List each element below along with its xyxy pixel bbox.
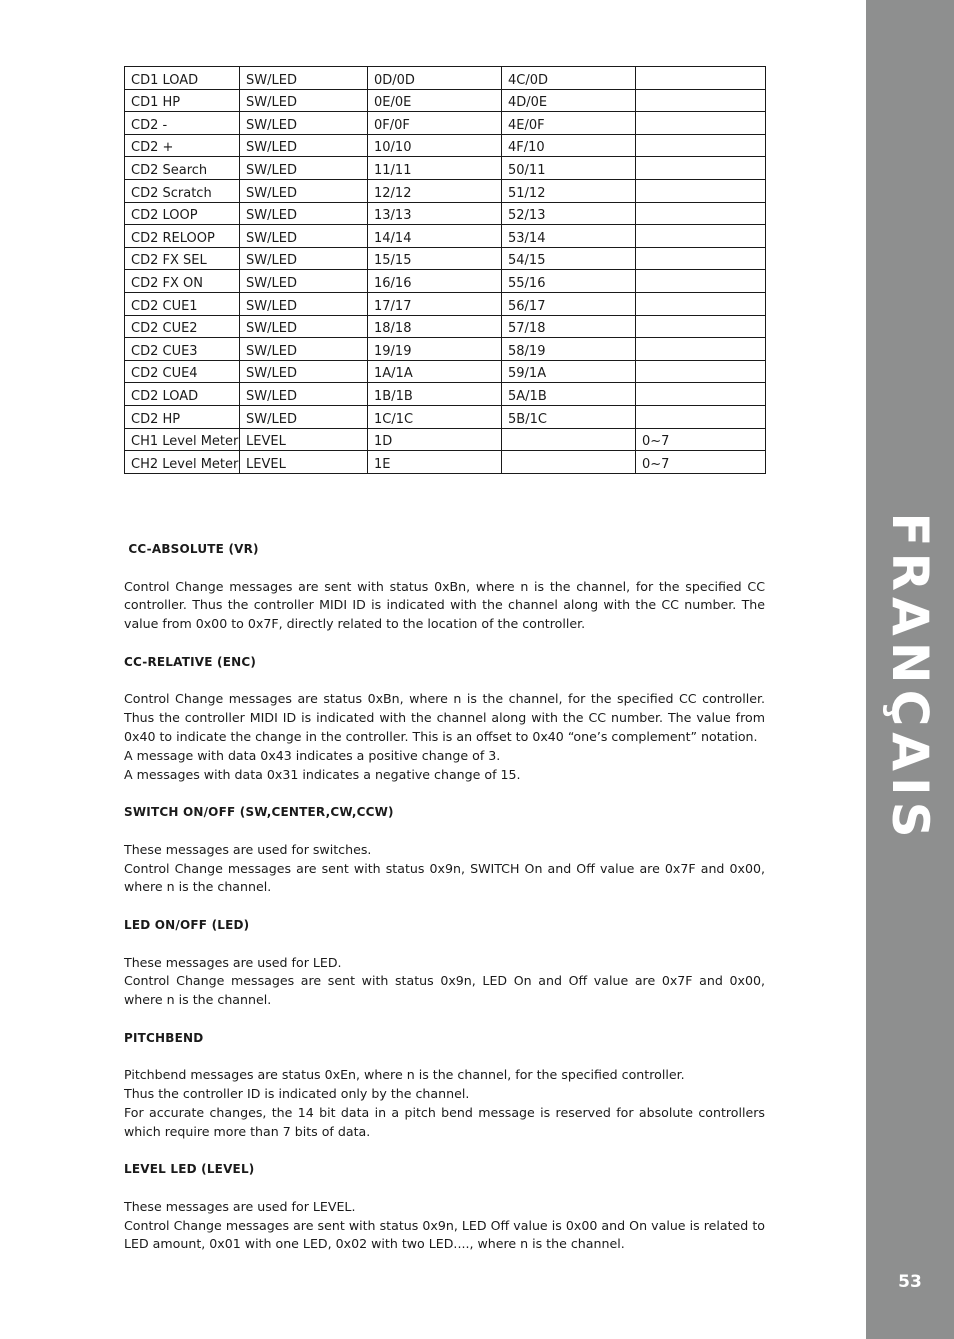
cell-midi-out: 4D/0E <box>502 89 636 112</box>
table-row <box>125 360 766 383</box>
cell-midi-in: 1C/1C <box>368 405 502 428</box>
cell-control-name: CD2 CUE3 <box>125 338 240 361</box>
cell-midi-in: 13/13 <box>368 202 502 225</box>
cell-control-name: CD2 CUE1 <box>125 292 240 315</box>
cell-control-type: SW/LED <box>240 67 368 90</box>
table-row <box>125 383 766 406</box>
cell-control-name: CD2 LOAD <box>125 383 240 406</box>
paragraph-line: These messages are used for switches. <box>124 841 372 857</box>
paragraph-line: For accurate changes, the 14 bit data in a pitch bend message is reserved for absolute controllers which require more than 7 bits of data. <box>124 1104 765 1139</box>
cell-control-name: CD2 + <box>125 134 240 157</box>
cell-midi-in: 14/14 <box>368 225 502 248</box>
table-row <box>125 67 766 90</box>
cell-midi-in: 19/19 <box>368 338 502 361</box>
cell-midi-in: 1A/1A <box>368 360 502 383</box>
cell-midi-out: 58/19 <box>502 338 636 361</box>
cell-midi-in: 0F/0F <box>368 112 502 135</box>
cell-control-type: SW/LED <box>240 112 368 135</box>
cell-midi-out: 54/15 <box>502 247 636 270</box>
cell-midi-in: 10/10 <box>368 134 502 157</box>
cell-value-range <box>636 247 766 270</box>
cell-control-name: CD2 FX ON <box>125 270 240 293</box>
cell-control-type: SW/LED <box>240 383 368 406</box>
cell-midi-in: 0E/0E <box>368 89 502 112</box>
table-row <box>125 134 766 157</box>
cell-control-name: CD2 LOOP <box>125 202 240 225</box>
section-heading: LED ON/OFF (LED) <box>124 917 250 932</box>
cell-midi-out: 57/18 <box>502 315 636 338</box>
cell-control-name: CD2 RELOOP <box>125 225 240 248</box>
cell-value-range <box>636 112 766 135</box>
cell-midi-out: 56/17 <box>502 292 636 315</box>
table-row <box>125 225 766 248</box>
cell-value-range <box>636 383 766 406</box>
cell-midi-in: 1D <box>368 428 502 451</box>
cell-midi-out: 4F/10 <box>502 134 636 157</box>
cell-control-type: SW/LED <box>240 360 368 383</box>
cell-control-type: SW/LED <box>240 157 368 180</box>
cell-control-name: CH1 Level Meter <box>125 428 240 451</box>
cell-midi-in: 15/15 <box>368 247 502 270</box>
cell-control-name: CH2 Level Meter <box>125 451 240 474</box>
paragraph-line: Control Change messages are sent with status 0x9n, SWITCH On and Off value are 0x7F and 0x00, where n is the channel. <box>124 860 765 895</box>
cell-control-type: SW/LED <box>240 270 368 293</box>
cell-value-range <box>636 67 766 90</box>
cell-control-name: CD1 HP <box>125 89 240 112</box>
section-paragraph <box>124 1198 765 1254</box>
cell-midi-out <box>502 428 636 451</box>
cell-control-type: LEVEL <box>240 428 368 451</box>
cell-value-range <box>636 225 766 248</box>
table-row <box>125 315 766 338</box>
page-number: 53 <box>898 1272 922 1292</box>
paragraph-line: Control Change messages are sent with status 0x9n, LED Off value is 0x00 and On value is related to LED amount, 0x01 with one LED, 0x02 with two LED...., where n is the channel. <box>124 1217 765 1252</box>
cell-midi-in: 1E <box>368 451 502 474</box>
cell-value-range <box>636 202 766 225</box>
cell-control-name: CD2 Search <box>125 157 240 180</box>
cell-midi-out: 50/11 <box>502 157 636 180</box>
section-heading: SWITCH ON/OFF (SW,CENTER,CW,CCW) <box>124 805 394 820</box>
cell-value-range <box>636 360 766 383</box>
table-row <box>125 428 766 451</box>
cell-midi-in: 11/11 <box>368 157 502 180</box>
table-row <box>125 405 766 428</box>
cell-control-name: CD2 CUE2 <box>125 315 240 338</box>
cell-control-type: SW/LED <box>240 247 368 270</box>
cell-value-range <box>636 134 766 157</box>
message-descriptions <box>124 540 765 1273</box>
table-row <box>125 292 766 315</box>
paragraph-line: Control Change messages are sent with status 0x9n, LED On and Off value are 0x7F and 0x00, where n is the channel. <box>124 973 765 1008</box>
cell-midi-in: 0D/0D <box>368 67 502 90</box>
table-row <box>125 157 766 180</box>
cell-value-range <box>636 270 766 293</box>
cell-midi-out: 51/12 <box>502 179 636 202</box>
cell-control-type: SW/LED <box>240 225 368 248</box>
cell-control-name: CD2 HP <box>125 405 240 428</box>
table-row <box>125 179 766 202</box>
paragraph-line: Pitchbend messages are status 0xEn, where n is the channel, for the specified controller. <box>124 1067 685 1083</box>
cell-midi-out: 4E/0F <box>502 112 636 135</box>
cell-midi-out <box>502 451 636 474</box>
midi-mapping-table <box>124 66 766 474</box>
cell-midi-out: 52/13 <box>502 202 636 225</box>
paragraph-line: Control Change messages are status 0xBn, where n is the channel, for the specified CC controller. Thus the controller MIDI ID is indicated with the channel along with the CC number. The value from 0x40 to indicate the change in the controller. This is an offset to 0x40 “one’s complement” notation. <box>124 691 765 744</box>
paragraph-line: These messages are used for LED. <box>124 954 342 970</box>
cell-midi-in: 18/18 <box>368 315 502 338</box>
cell-control-type: SW/LED <box>240 405 368 428</box>
paragraph-line: A messages with data 0x31 indicates a negative change of 15. <box>124 766 521 782</box>
paragraph-line: These messages are used for LEVEL. <box>124 1198 356 1214</box>
cell-midi-out: 5A/1B <box>502 383 636 406</box>
cell-control-name: CD1 LOAD <box>125 67 240 90</box>
cell-midi-in: 12/12 <box>368 179 502 202</box>
cell-control-type: SW/LED <box>240 202 368 225</box>
cell-midi-out: 59/1A <box>502 360 636 383</box>
cell-control-type: SW/LED <box>240 338 368 361</box>
cell-midi-in: 1B/1B <box>368 383 502 406</box>
paragraph-line: Control Change messages are sent with status 0xBn, where n is the channel, for the specified CC controller. Thus the controller MIDI ID is indicated with the channel along with the CC number. The value from 0x00 to 0x7F, directly related to the location of the controller. <box>124 578 765 632</box>
cell-control-type: SW/LED <box>240 179 368 202</box>
cell-midi-out: 4C/0D <box>502 67 636 90</box>
section-paragraph <box>124 1066 765 1141</box>
cell-control-type: SW/LED <box>240 89 368 112</box>
cell-value-range <box>636 292 766 315</box>
cell-control-name: CD2 CUE4 <box>125 360 240 383</box>
cell-midi-out: 5B/1C <box>502 405 636 428</box>
section-heading: CC-RELATIVE (ENC) <box>124 654 257 669</box>
cell-value-range <box>636 338 766 361</box>
table-row <box>125 338 766 361</box>
cell-value-range <box>636 89 766 112</box>
paragraph-line: A message with data 0x43 indicates a positive change of 3. <box>124 747 501 763</box>
cell-control-name: CD2 FX SEL <box>125 247 240 270</box>
cell-value-range: 0~7 <box>636 428 766 451</box>
midi-table-body <box>125 67 766 474</box>
section-paragraph <box>124 841 765 897</box>
table-row <box>125 112 766 135</box>
table-row <box>125 270 766 293</box>
cell-midi-out: 55/16 <box>502 270 636 293</box>
cell-control-name: CD2 - <box>125 112 240 135</box>
cell-value-range: 0~7 <box>636 451 766 474</box>
cell-value-range <box>636 157 766 180</box>
cell-midi-in: 16/16 <box>368 270 502 293</box>
table-row <box>125 247 766 270</box>
section-paragraph <box>124 954 765 1010</box>
section-heading: CC-ABSOLUTE (VR) <box>124 542 259 556</box>
cell-control-type: SW/LED <box>240 134 368 157</box>
section-paragraph <box>124 690 765 784</box>
cell-midi-out: 53/14 <box>502 225 636 248</box>
cell-control-type: LEVEL <box>240 451 368 474</box>
cell-control-type: SW/LED <box>240 292 368 315</box>
cell-value-range <box>636 405 766 428</box>
cell-value-range <box>636 179 766 202</box>
paragraph-line: Thus the controller ID is indicated only by the channel. <box>124 1086 470 1102</box>
cell-midi-in: 17/17 <box>368 292 502 315</box>
table-row <box>125 451 766 474</box>
table-row <box>125 202 766 225</box>
table-row <box>125 89 766 112</box>
section-paragraph <box>124 578 765 634</box>
language-label: FRANÇAIS <box>881 512 939 844</box>
section-heading: LEVEL LED (LEVEL) <box>124 1162 255 1177</box>
cell-control-type: SW/LED <box>240 315 368 338</box>
section-heading: PITCHBEND <box>124 1030 204 1045</box>
cell-value-range <box>636 315 766 338</box>
cell-control-name: CD2 Scratch <box>125 179 240 202</box>
